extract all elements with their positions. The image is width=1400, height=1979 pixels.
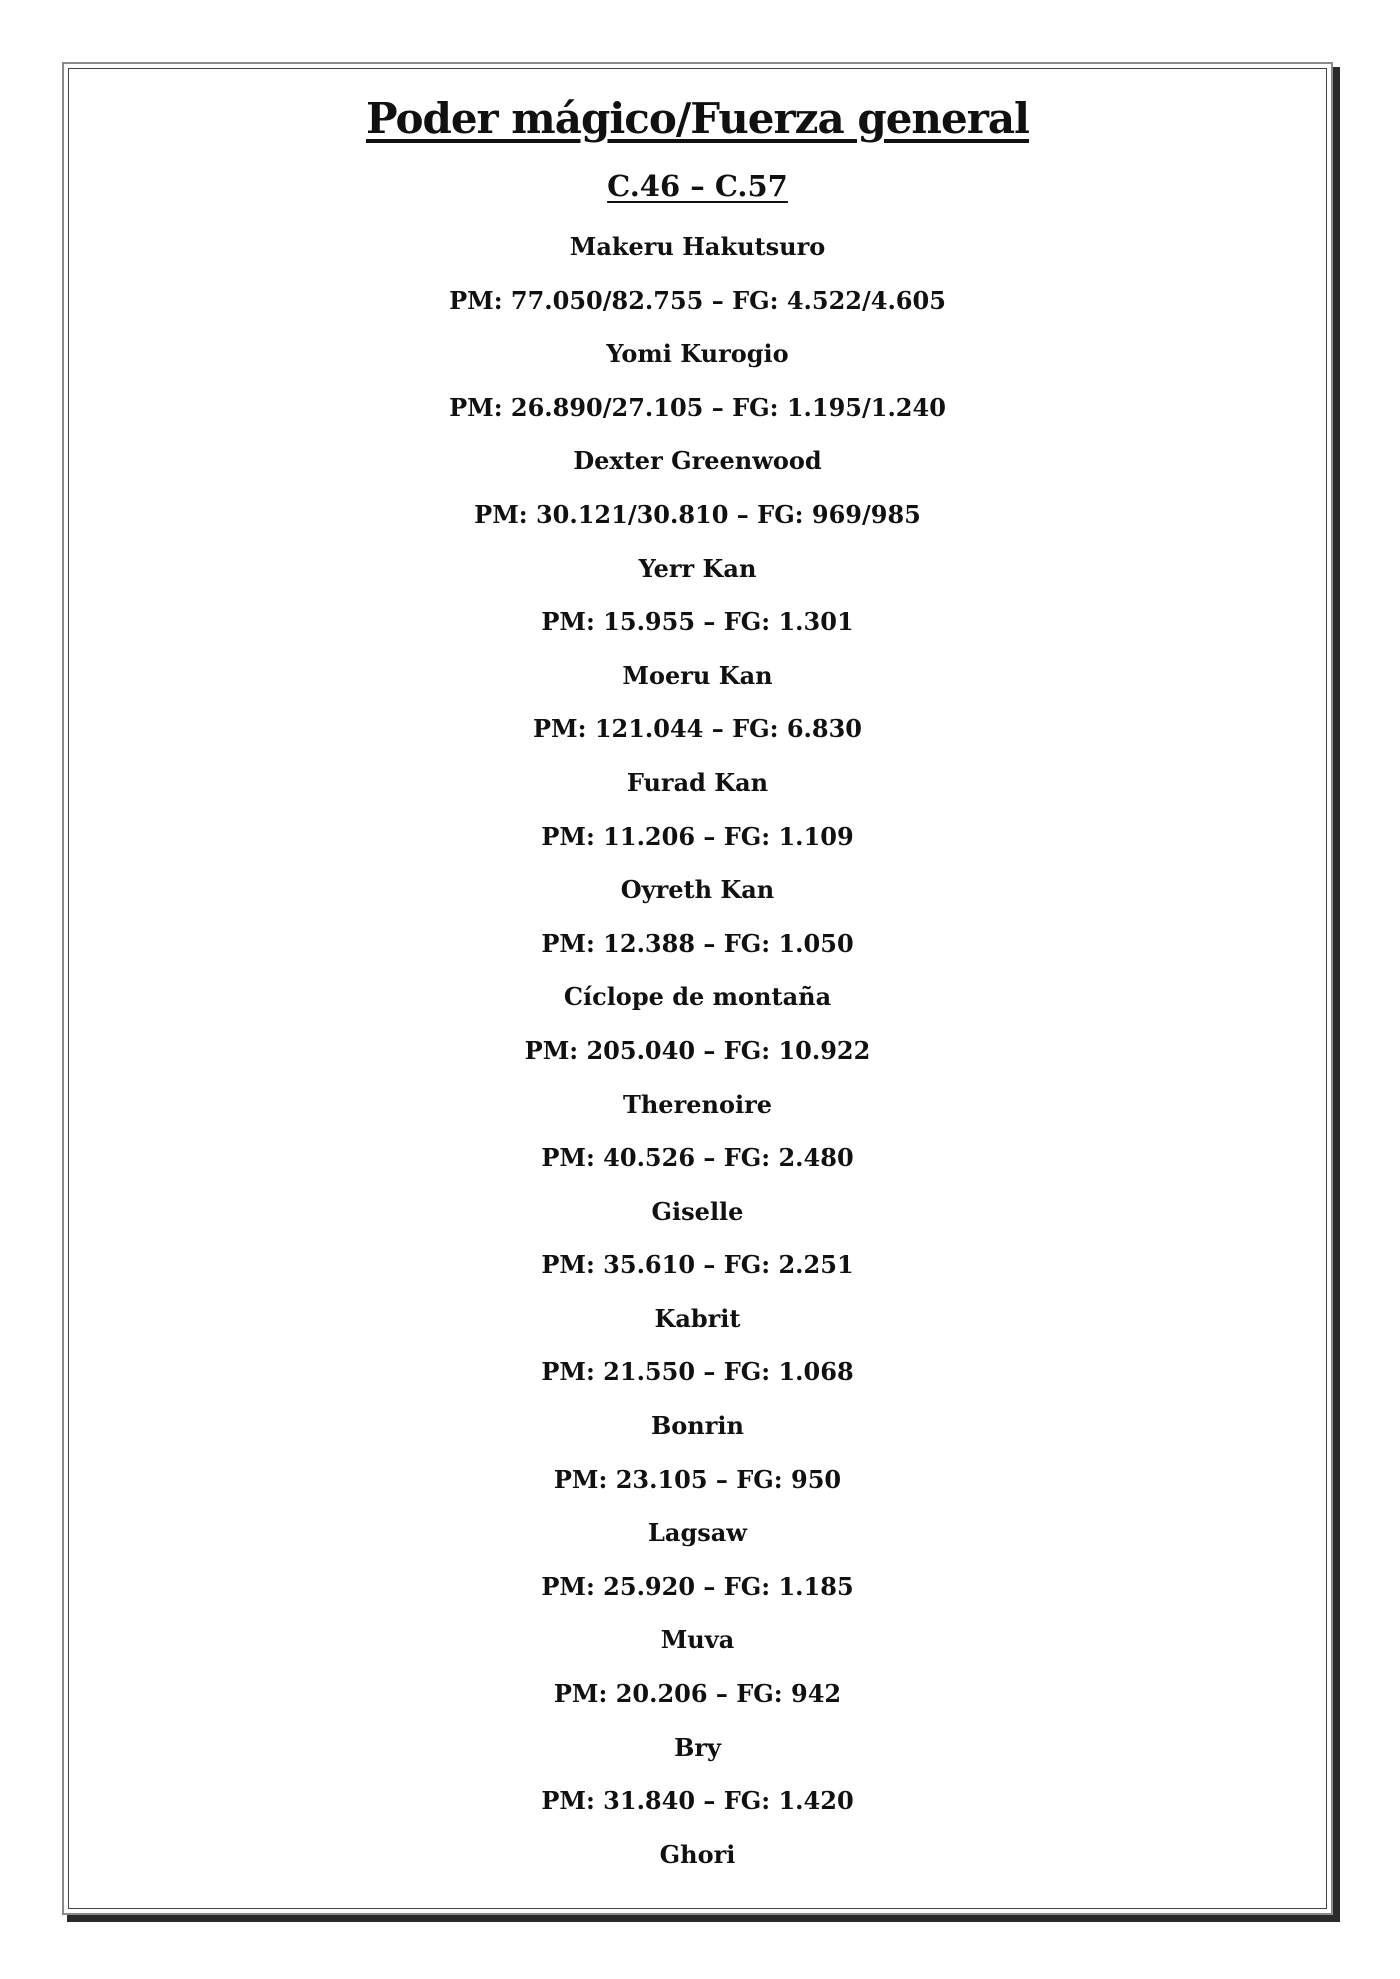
character-name: Bry — [674, 1732, 721, 1762]
list-item — [64, 1399, 1331, 1506]
character-stats: PM: 21.550 – FG: 1.068 — [541, 1357, 854, 1387]
character-stats: PM: 26.890/27.105 – FG: 1.195/1.240 — [449, 392, 946, 422]
entry-list — [64, 220, 1331, 1881]
document-title: Poder mágico/Fuerza general — [365, 94, 1029, 143]
list-item — [64, 970, 1331, 1077]
character-stats: PM: 31.840 – FG: 1.420 — [541, 1786, 854, 1816]
list-item — [64, 649, 1331, 756]
character-stats: PM: 12.388 – FG: 1.050 — [541, 928, 854, 958]
list-item — [64, 542, 1331, 649]
character-name: Yerr Kan — [638, 553, 757, 583]
list-item — [64, 1506, 1331, 1613]
list-item — [64, 1828, 1331, 1882]
character-stats: PM: 11.206 – FG: 1.109 — [541, 821, 854, 851]
character-stats: PM: 30.121/30.810 – FG: 969/985 — [474, 499, 921, 529]
character-name: Yomi Kurogio — [606, 339, 789, 369]
character-stats: PM: 23.105 – FG: 950 — [553, 1464, 842, 1494]
character-name: Ghori — [659, 1839, 736, 1869]
character-name: Moeru Kan — [622, 660, 773, 690]
character-stats: PM: 40.526 – FG: 2.480 — [541, 1143, 854, 1173]
character-name: Lagsaw — [648, 1518, 747, 1548]
page-content — [64, 88, 1331, 1881]
page-frame — [62, 62, 1333, 1915]
character-name: Dexter Greenwood — [573, 446, 822, 476]
character-stats: PM: 25.920 – FG: 1.185 — [541, 1571, 854, 1601]
character-stats: PM: 205.040 – FG: 10.922 — [524, 1035, 871, 1065]
character-stats: PM: 121.044 – FG: 6.830 — [533, 714, 862, 744]
list-item — [64, 1078, 1331, 1185]
list-item — [64, 863, 1331, 970]
character-name: Giselle — [651, 1196, 744, 1226]
list-item — [64, 1292, 1331, 1399]
list-item — [64, 1721, 1331, 1828]
character-stats: PM: 77.050/82.755 – FG: 4.522/4.605 — [449, 285, 946, 315]
character-name: Kabrit — [654, 1303, 741, 1333]
character-name: Muva — [660, 1625, 735, 1655]
list-item — [64, 327, 1331, 434]
list-item — [64, 756, 1331, 863]
character-name: Therenoire — [623, 1089, 772, 1119]
character-stats: PM: 35.610 – FG: 2.251 — [541, 1250, 854, 1280]
character-stats: PM: 20.206 – FG: 942 — [553, 1679, 842, 1709]
character-name: Bonrin — [651, 1411, 744, 1441]
chapter-range: C.46 – C.57 — [607, 169, 788, 203]
list-item — [64, 1613, 1331, 1720]
list-item — [64, 220, 1331, 327]
character-name: Oyreth Kan — [620, 875, 775, 905]
character-stats: PM: 15.955 – FG: 1.301 — [541, 607, 854, 637]
character-name: Furad Kan — [626, 767, 769, 797]
character-name: Makeru Hakutsuro — [569, 232, 826, 261]
character-name: Cíclope de montaña — [563, 982, 832, 1012]
list-item — [64, 434, 1331, 541]
list-item — [64, 1185, 1331, 1292]
